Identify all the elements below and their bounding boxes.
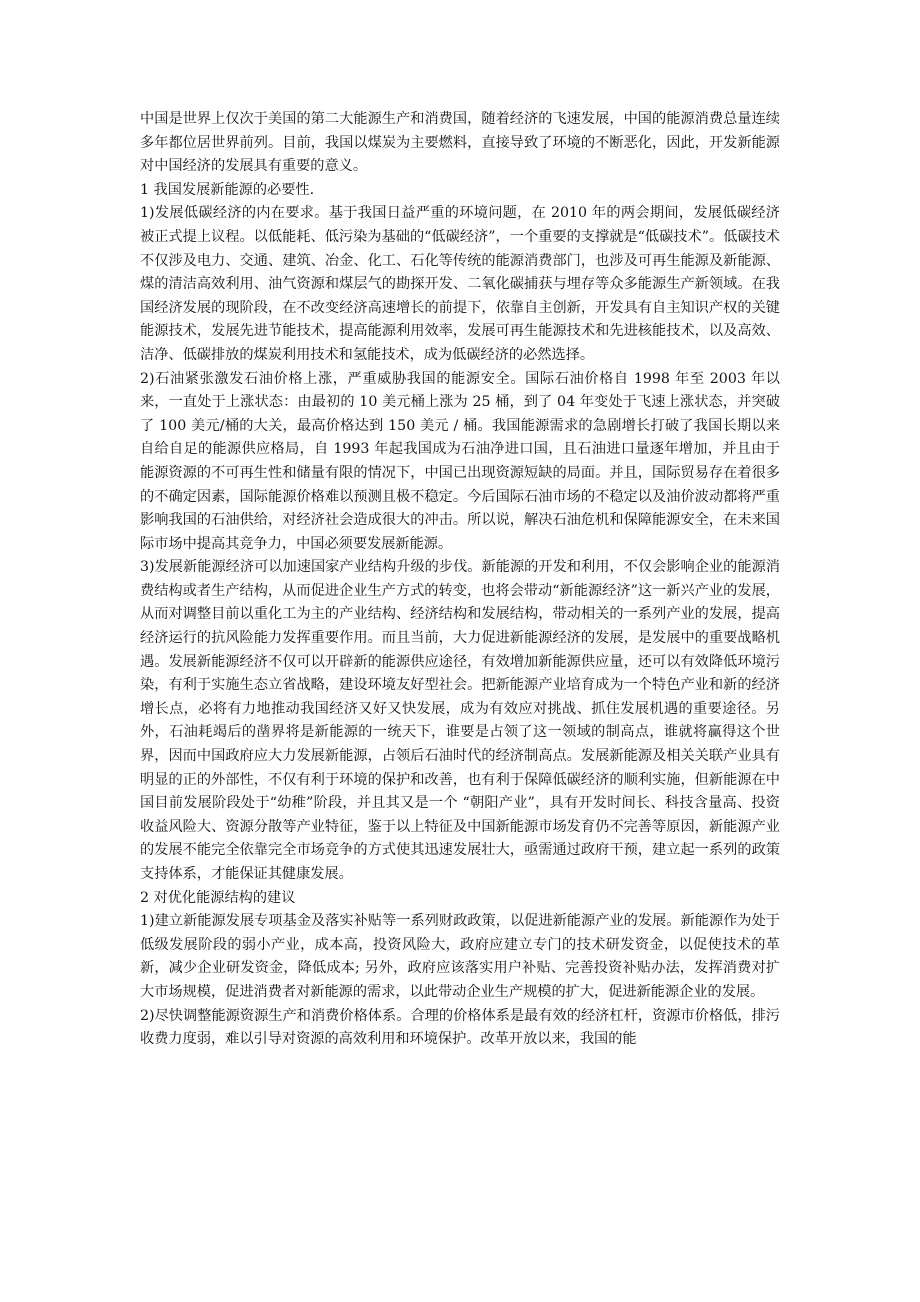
section-2-item-2: 2)尽快调整能源资源生产和消费价格体系。合理的价格体系是最有效的经济杠杆，资源市价格低，排污收费力度弱，难以引导对资源的高效利用和环境保护。改革开放以来，我国的能 <box>140 1007 780 1048</box>
section-1-item-3: 3)发展新能源经济可以加速国家产业结构升级的步伐。新能源的开发和利用，不仅会影响企业的能源消费结构或者生产结构，从而促进企业生产方式的转变，也将会带动“新能源经济”这一新兴产业的发展，从而对调整目前以重化工为主的产业结构、经济结构和发展结构，带动相关的一系列产业的发展，提高经济运行的抗风险能力发挥重要作用。而且当前，大力促进新能源经济的发展，是发展中的重要战略机遇。发展新能源经济不仅可以开辟新的能源供应途径，有效增加新能源供应量，还可以有效降低环境污染，有利于实施生态立省战略，建设环境友好型社会。把新能源产业培育成为一个特色产业和新的经济增长点，必将有力地推动我国经济又好又快发展，成为有效应对挑战、抓住发展机遇的重要途径。另外，石油耗竭后的凿界将是新能源的一统天下，谁要是占领了这一领域的制高点，谁就将赢得这个世界，因而中国政府应大力发展新能源，占领后石油时代的经济制高点。发展新能源及相关关联产业具有明显的正的外部性，不仅有利于环境的保护和改善，也有利于保障低碳经济的顺利实施，但新能源在中国目前发展阶段处于“幼稚”阶段，并且其又是一个 “朝阳产业”，具有开发时间长、科技含量高、投资收益风险大、资源分散等产业特征，鉴于以上特征及中国新能源市场发育仍不完善等原因，新能源产业的发展不能完全依靠完全市场竞争的方式使其迅速发展壮大，亟需通过政府干预，建立起一系列的政策支持体系，才能保证其健康发展。 <box>140 559 780 882</box>
section-1-heading: 1 我国发展新能源的必要性. <box>140 181 315 198</box>
intro-paragraph: 中国是世界上仅次于美国的第二大能源生产和消费国，随着经济的飞速发展，中国的能源消费总量连续多年都位居世界前列。目前，我国以煤炭为主要燃料，直接导致了环境的不断恶化，因此，开发新能源对中国经济的发展具有重要的意义。 <box>140 111 780 175</box>
document-page <box>140 108 780 1052</box>
section-2-heading: 2 对优化能源结构的建议 <box>140 889 296 906</box>
section-2-item-1: 1)建立新能源发展专项基金及落实补贴等一系列财政政策，以促进新能源产业的发展。新能源作为处于低级发展阶段的弱小产业，成本高，投资风险大，政府应建立专门的技术研发资金，以促使技术的革新，减少企业研发资金，降低成本; 另外，政府应该落实用户补贴、完善投资补贴办法，发挥消费对扩大市场规模，促进消费者对新能源的需求，以此带动企业生产规模的扩大，促进新能源企业的发展。 <box>140 913 780 1000</box>
section-1-item-2: 2)石油紧张激发石油价格上涨，严重威胁我国的能源安全。国际石油价格自 1998 年至 2003 年以来，一直处于上涨状态：由最初的 10 美元桶上涨为 25 桶，到了 04 年变处于飞速上涨状态，并突破了 100 美元/桶的大关，最高价格达到 150 美元 / 桶。我国能源需求的急剧增长打破了我国长期以来自给自足的能源供应格局，自 1993 年起我国成为石油净进口国，且石油进口量逐年增加，并且由于能源资源的不可再生性和储量有限的情况下，中国已出现资源短缺的局面。并且，国际贸易存在着很多的不确定因素，国际能源价格难以预测且极不稳定。今后国际石油市场的不稳定以及油价波动都将严重影响我国的石油供给，对经济社会造成很大的冲击。所以说，解决石油危机和保障能源安全，在未来国际市场中提高其竞争力，中国必须要发展新能源。 <box>140 370 780 552</box>
section-1-item-1: 1)发展低碳经济的内在要求。基于我国日益严重的环境问题，在 2010 年的两会期间，发展低碳经济被正式提上议程。以低能耗、低污染为基础的“低碳经济”，一个重要的支撑就是“低碳技术”。低碳技术不仅涉及电力、交通、建筑、冶金、化工、石化等传统的能源消费部门，也涉及可再生能源及新能源、煤的清洁高效利用、油气资源和煤层气的勘探开发、二氧化碳捕获与埋存等众多能源生产新领域。在我国经济发展的现阶段，在不改变经济高速增长的前提下，依靠自主创新，开发具有自主知识产权的关键能源技术，发展先进节能技术，提高能源利用效率，发展可再生能源技术和先进核能技术，以及高效、洁净、低碳排放的煤炭利用技术和氢能技术，成为低碳经济的必然选择。 <box>140 205 780 363</box>
